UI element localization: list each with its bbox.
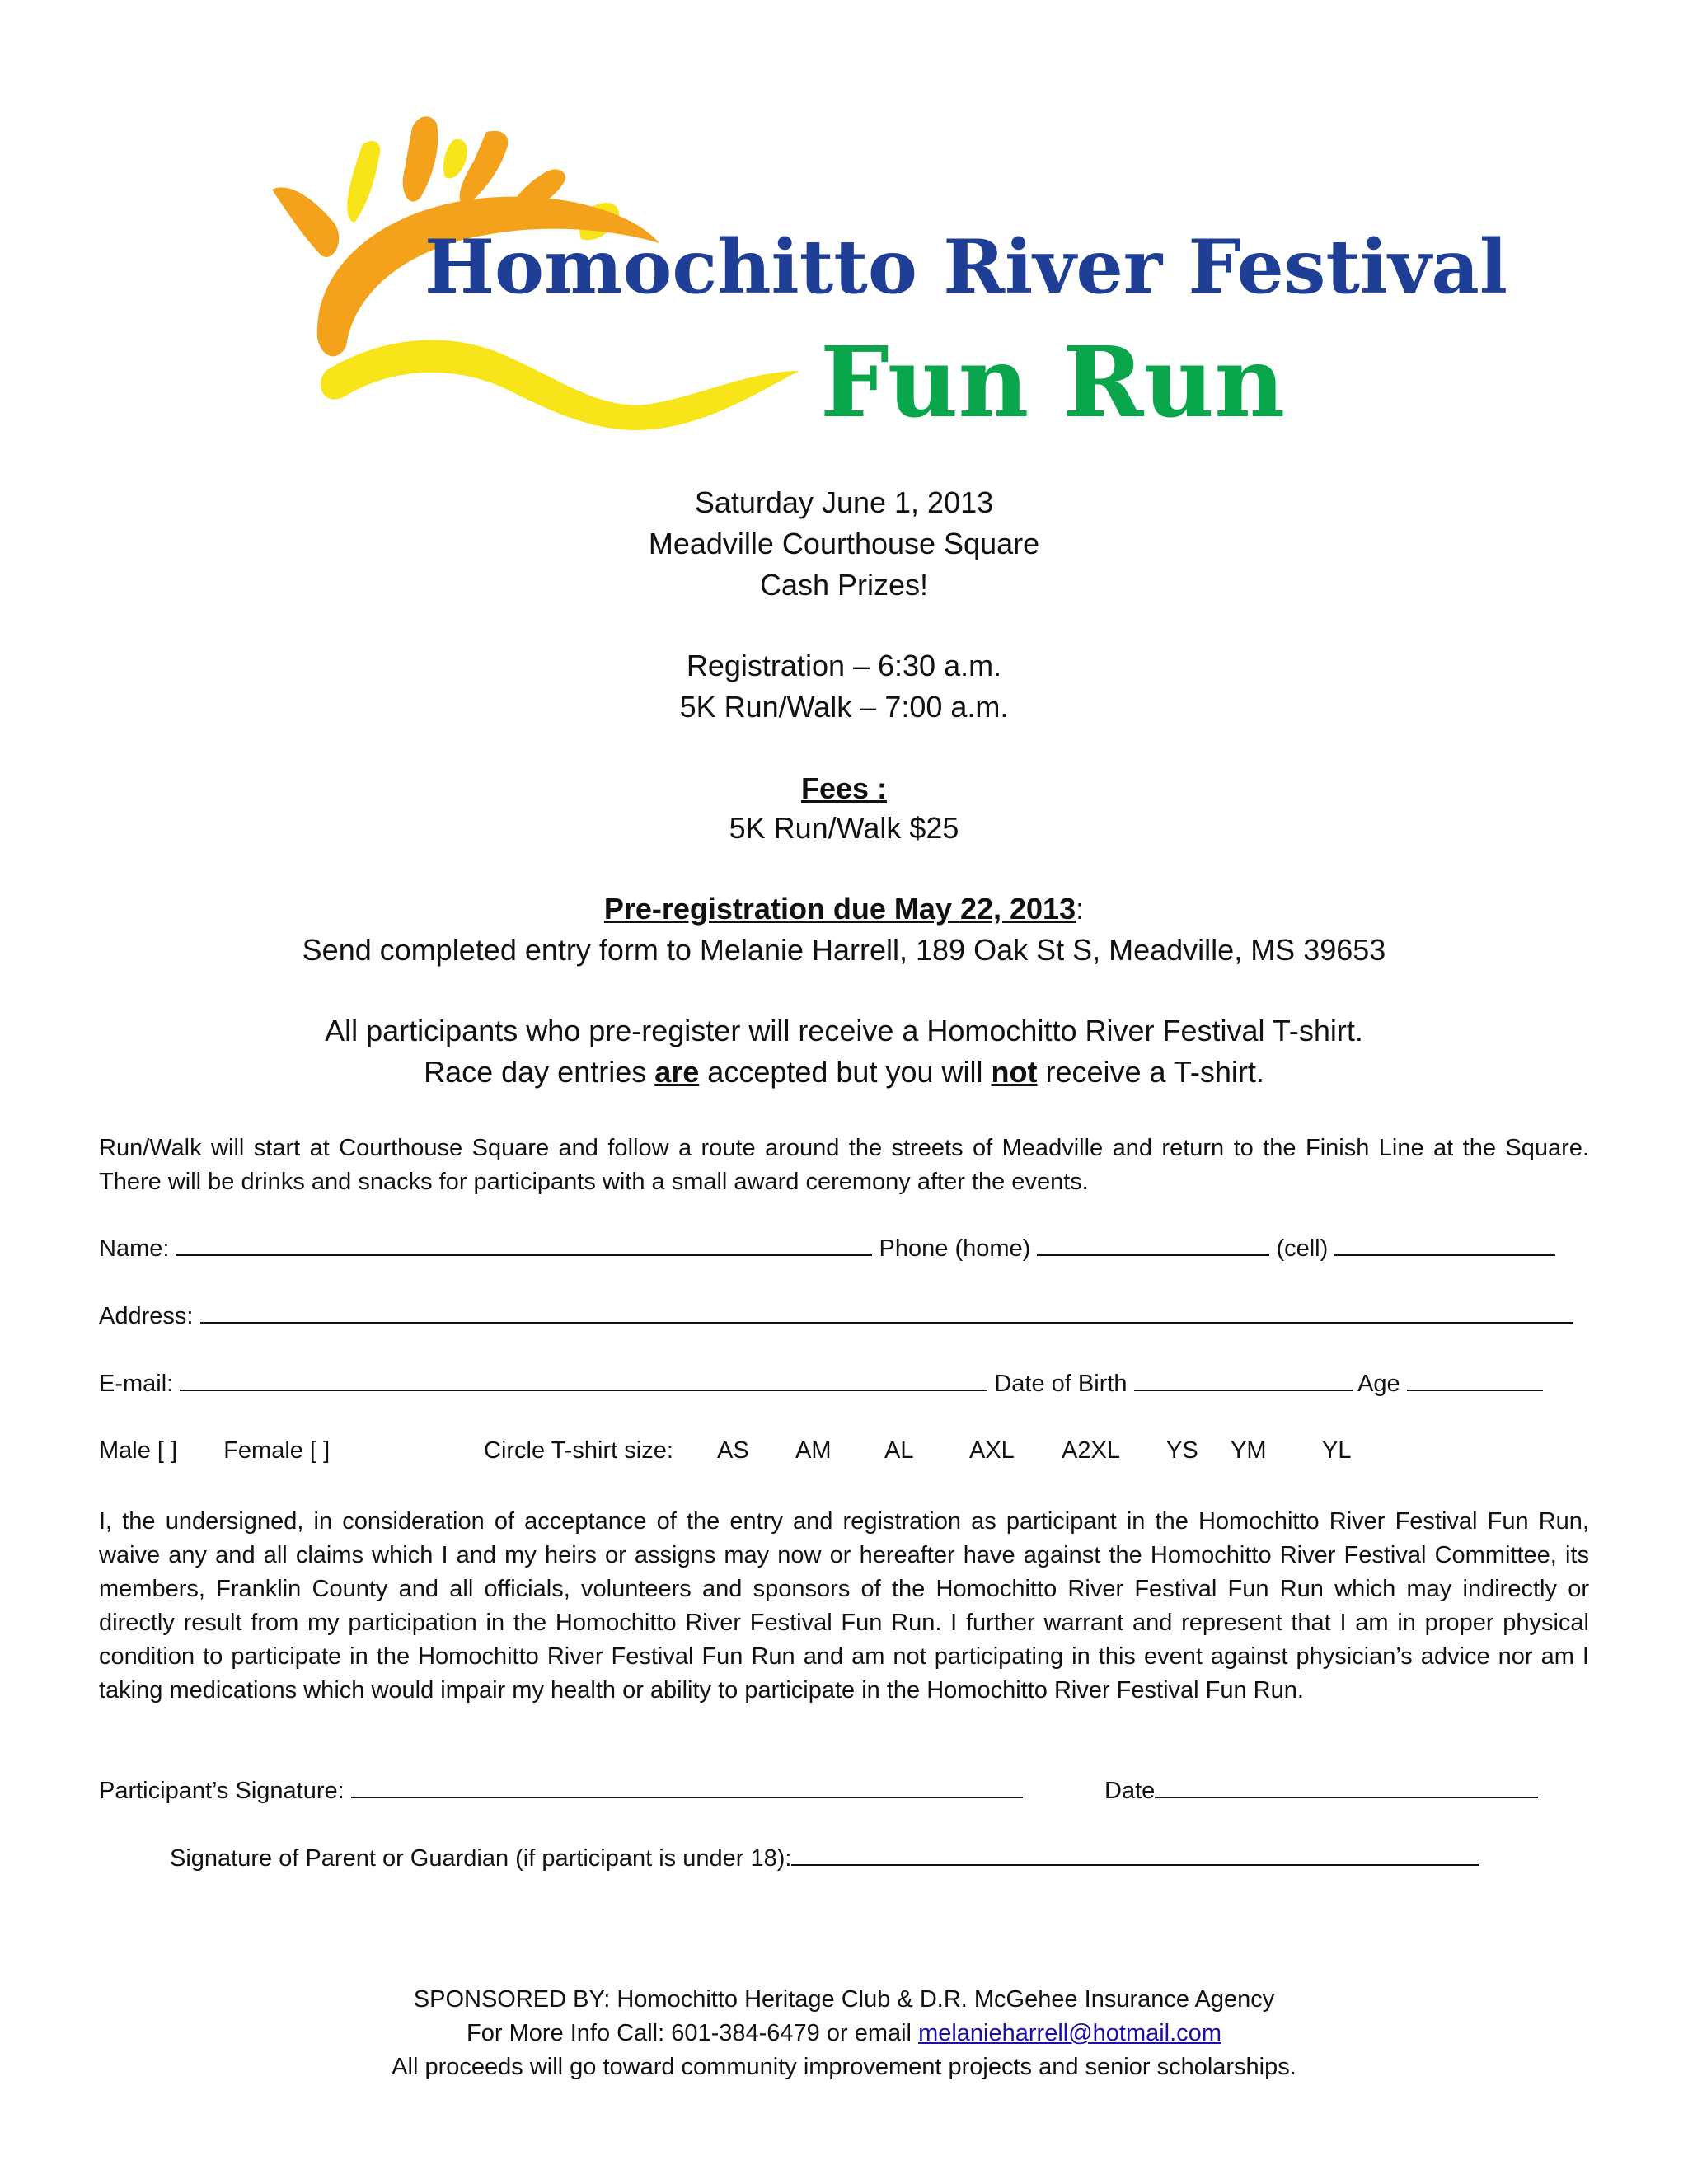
size-YS[interactable]: YS [1166,1437,1198,1464]
river-wave-yellow [321,340,799,430]
male-checkbox[interactable]: Male [ ] [99,1437,178,1464]
size-AL[interactable]: AL [884,1437,914,1464]
size-YM[interactable]: YM [1231,1437,1267,1464]
contact-email-link[interactable]: melanieharrell@hotmail.com [918,2020,1221,2046]
tshirt-note-part-c: accepted but you will [699,1055,992,1089]
tshirt-note-line1: All participants who pre-register will receive a Homochitto River Festival T-shirt. [325,1014,1363,1047]
sun-ray-yellow-2 [443,139,467,178]
logo-title-line1: Homochitto River Festival [424,223,1508,311]
date-label: Date [1104,1778,1156,1804]
date-row [1104,1774,1538,1807]
size-AS[interactable]: AS [717,1437,749,1464]
event-prizes: Cash Prizes! [759,568,929,602]
size-AXL[interactable]: AXL [969,1437,1015,1464]
size-YL[interactable]: YL [1322,1437,1352,1464]
contact-line [0,2017,1688,2050]
sun-ray-orange-3 [460,131,509,206]
proceeds-line: All proceeds will go toward community improvement projects and senior scholarships. [392,2054,1296,2080]
event-location: Meadville Courthouse Square [648,527,1040,560]
address-label: Address: [99,1303,194,1329]
date-field[interactable] [1155,1774,1538,1798]
phone-home-field[interactable] [1037,1231,1269,1256]
fees-heading [0,768,1688,809]
participant-signature-field[interactable] [351,1774,1023,1798]
tshirt-note-part-a: Race day entries [424,1055,655,1089]
fees-line: 5K Run/Walk $25 [729,811,959,845]
participant-signature-label: Participant’s Signature: [99,1778,345,1804]
logo-title-line2: Fun Run [820,325,1286,439]
cell-field[interactable] [1334,1231,1555,1256]
cell-label: (cell) [1276,1235,1329,1262]
name-row [99,1231,1555,1265]
sun-ray-yellow-1 [347,141,380,223]
tshirt-note-line2 [0,1052,1688,1093]
sun-ray-orange-2 [403,116,438,201]
fees-heading-text: Fees : [800,771,888,805]
waiver-text: I, the undersigned, in consideration of acceptance of the entry and registration as participant in the Homochitto River Festival Fun Run, waive any and all claims which I and my heirs or assigns may now or hereafter have against the Homochitto River Festival Committee, its members, Franklin County and all officials, volunteers and sponsors of the Homochitto River Festival Fun Run which may indirectly or directly result from my participation in the Homochitto River Festival Fun Run. I further warrant and represent that I am in proper physical condition to participate in the Homochitto River Festival Fun Run and am not participating in this event against physician’s advice nor am I taking medications which would impair my health or ability to participate in the Homochitto River Festival Fun Run. [99,1508,1589,1704]
email-field[interactable] [180,1366,987,1391]
tshirt-note-are: are [654,1055,700,1089]
tshirt-size-row [484,1434,673,1467]
phone-home-label: Phone (home) [879,1235,1031,1262]
dob-field[interactable] [1134,1366,1353,1391]
size-A2XL[interactable]: A2XL [1062,1437,1120,1464]
event-date: Saturday June 1, 2013 [694,485,994,519]
guardian-signature-row [170,1841,1479,1875]
guardian-signature-field[interactable] [791,1841,1479,1866]
tshirt-size-label: Circle T-shirt size: [484,1437,673,1464]
prereg-heading-text: Pre-registration due May 22, 2013 [603,892,1076,926]
prereg-heading [0,888,1688,930]
sponsors-line: SPONSORED BY: Homochitto Heritage Club & D.R. McGehee Insurance Agency [413,1986,1275,2013]
gender-tshirt-row [99,1434,330,1467]
festival-logo [256,99,1508,445]
contact-prefix: For More Info Call: 601-384-6479 or email [467,2020,919,2046]
route-description: Run/Walk will start at Courthouse Square and follow a route around the streets of Meadville and return to the Finish Line at the Square. There will be drinks and snacks for participants with a small award ceremony after the events. [99,1135,1589,1195]
age-label: Age [1357,1371,1400,1397]
email-row [99,1366,1543,1400]
size-AM[interactable]: AM [795,1437,832,1464]
participant-signature-row [99,1774,1023,1807]
address-field[interactable] [200,1299,1573,1324]
run-time: 5K Run/Walk – 7:00 a.m. [679,690,1009,724]
sun-ray-orange-1 [272,187,339,257]
age-field[interactable] [1407,1366,1543,1391]
name-field[interactable] [176,1231,872,1256]
prereg-colon: : [1076,892,1085,926]
tshirt-note-not: not [991,1055,1038,1089]
registration-time: Registration – 6:30 a.m. [686,649,1002,682]
dob-label: Date of Birth [994,1371,1128,1397]
email-label: E-mail: [99,1371,174,1397]
female-checkbox[interactable]: Female [ ] [223,1437,331,1464]
guardian-signature-label: Signature of Parent or Guardian (if participant is under 18): [170,1845,792,1872]
name-label: Name: [99,1235,170,1262]
tshirt-note-part-e: receive a T-shirt. [1037,1055,1264,1089]
address-row [99,1299,1573,1333]
prereg-send-address: Send completed entry form to Melanie Harrell, 189 Oak St S, Meadville, MS 39653 [302,933,1386,967]
sun-river-logo-icon [256,99,1508,445]
